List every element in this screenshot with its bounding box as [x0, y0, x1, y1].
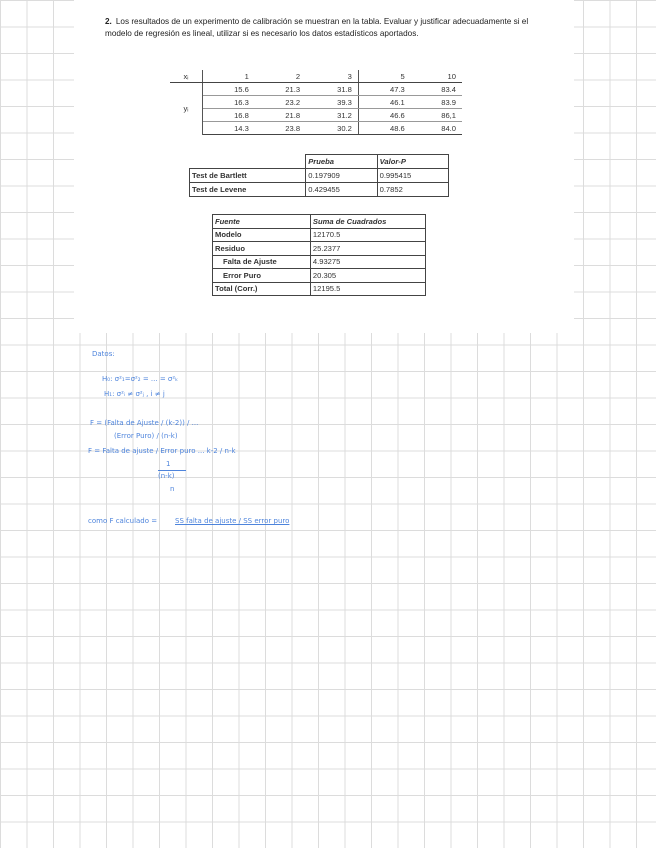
y-value: 39.3 — [306, 96, 358, 109]
sum-of-squares: 4.93275 — [310, 255, 425, 269]
blank-header-cell — [190, 155, 306, 169]
test-name: Test de Levene — [190, 183, 306, 197]
x-label: xᵢ — [170, 70, 203, 83]
y-row — [170, 96, 462, 109]
source-label: Residuo — [213, 242, 311, 256]
handwritten-note: 1 — [166, 460, 171, 468]
x-value: 1 — [203, 70, 255, 83]
y-value: 47.3 — [358, 83, 410, 96]
sum-of-squares: 20.305 — [310, 269, 425, 283]
source-label: Falta de Ajuste — [213, 255, 311, 269]
column-header: Fuente — [213, 215, 311, 229]
column-header: Suma de Cuadrados — [310, 215, 425, 229]
y-value: 16.3 — [203, 96, 255, 109]
source-label: Modelo — [213, 228, 311, 242]
anova-row — [213, 269, 426, 283]
test-header-row — [190, 155, 449, 169]
question-statement — [105, 16, 535, 40]
y-value: 30.2 — [306, 122, 358, 135]
anova-header-row — [213, 215, 426, 229]
variance-tests-table — [189, 154, 449, 197]
x-value: 10 — [411, 70, 462, 83]
question-text: Los resultados de un experimento de calibración se muestran en la tabla. Evaluar y justificar adecuadamente si el modelo de regresión es lineal, utilizar si es necesario los datos estadísticos aportados. — [105, 17, 529, 38]
y-value: 31.8 — [306, 83, 358, 96]
test-row — [190, 169, 449, 183]
source-label: Total (Corr.) — [213, 282, 311, 296]
test-name: Test de Bartlett — [190, 169, 306, 183]
y-value: 46.1 — [358, 96, 410, 109]
y-value: 84.0 — [411, 122, 462, 135]
column-header: Prueba — [306, 155, 377, 169]
source-label: Error Puro — [213, 269, 311, 283]
calibration-data-table — [170, 70, 462, 135]
test-statistic: 0.197909 — [306, 169, 377, 183]
y-value: 48.6 — [358, 122, 410, 135]
x-value: 2 — [255, 70, 306, 83]
sum-of-squares: 12170.5 — [310, 228, 425, 242]
column-header: Valor-P — [377, 155, 448, 169]
test-p-value: 0.995415 — [377, 169, 448, 183]
anova-table — [212, 214, 426, 296]
handwritten-note: F = Falta de ajuste / Error puro ... k-2 / n-k — [88, 447, 236, 455]
handwritten-note: n — [170, 485, 175, 493]
x-value: 3 — [306, 70, 358, 83]
y-value: 23.8 — [255, 122, 306, 135]
question-number: 2. — [105, 17, 112, 26]
y-row — [170, 109, 462, 122]
y-row — [170, 122, 462, 135]
handwritten-note: H₀: σ²₁=σ²₂ = ... = σ²ₖ — [102, 375, 179, 383]
handwritten-note: H₁: σ²ᵢ ≠ σ²ⱼ , i ≠ j — [104, 390, 165, 398]
y-value: 86,1 — [411, 109, 462, 122]
y-value: 16.8 — [203, 109, 255, 122]
anova-row — [213, 282, 426, 296]
y-label: yᵢ — [170, 83, 203, 135]
x-value: 5 — [358, 70, 410, 83]
y-value: 23.2 — [255, 96, 306, 109]
handwritten-note: (n-k) — [158, 472, 175, 480]
y-value: 15.6 — [203, 83, 255, 96]
y-value: 46.6 — [358, 109, 410, 122]
y-value: 14.3 — [203, 122, 255, 135]
y-value: 21.3 — [255, 83, 306, 96]
y-row — [170, 83, 462, 96]
test-statistic: 0.429455 — [306, 183, 377, 197]
fraction-bar — [158, 470, 186, 471]
test-row — [190, 183, 449, 197]
handwritten-note: como F calculado = — [88, 517, 158, 525]
anova-row — [213, 242, 426, 256]
anova-row — [213, 228, 426, 242]
handwritten-note: SS falta de ajuste / SS error puro — [175, 517, 290, 525]
sum-of-squares: 12195.5 — [310, 282, 425, 296]
y-value: 83.9 — [411, 96, 462, 109]
handwritten-note: F = (Falta de Ajuste / (k-2)) / ... — [90, 419, 199, 427]
handwritten-note: Datos: — [92, 350, 115, 358]
y-value: 83.4 — [411, 83, 462, 96]
sum-of-squares: 25.2377 — [310, 242, 425, 256]
y-value: 31.2 — [306, 109, 358, 122]
y-value: 21.8 — [255, 109, 306, 122]
handwritten-note: (Error Puro) / (n-k) — [114, 432, 178, 440]
anova-row — [213, 255, 426, 269]
x-header-row — [170, 70, 462, 83]
test-p-value: 0.7852 — [377, 183, 448, 197]
